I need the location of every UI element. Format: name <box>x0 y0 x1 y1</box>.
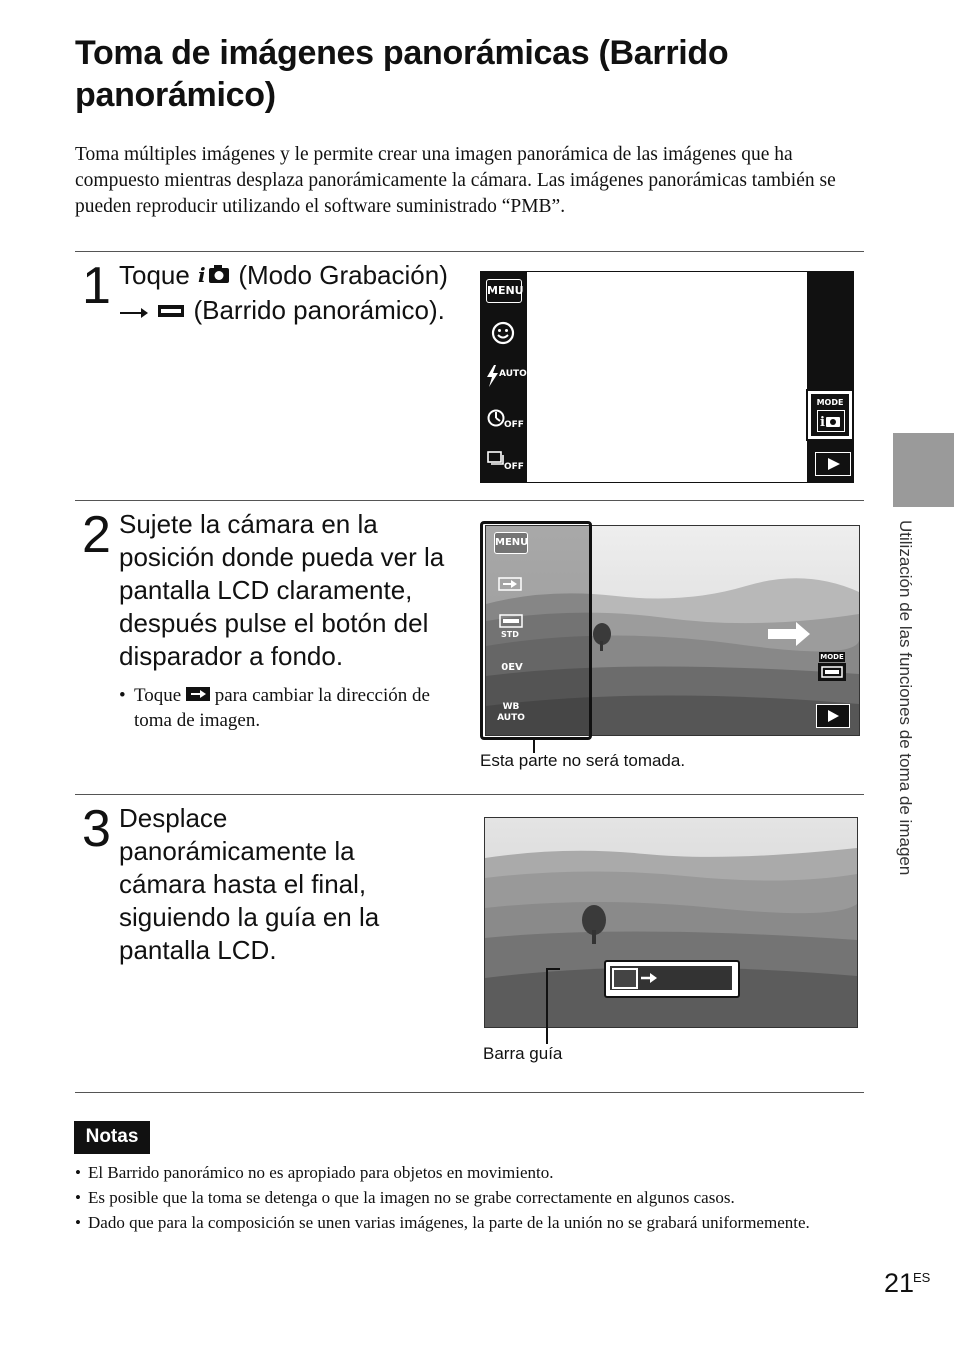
notes-label: Notas <box>74 1121 150 1154</box>
step-2-text: Sujete la cámara en la posición donde pueda ver la pantalla LCD claramente, después pulse el botón del disparador a fondo. <box>119 509 445 671</box>
guide-bar-frame <box>612 968 638 989</box>
note-text: El Barrido panorámico no es apropiado para objetos en movimiento. <box>88 1163 554 1182</box>
step-1-text <box>119 259 464 328</box>
bullet-dot: • <box>119 685 126 706</box>
note-text: Es posible que la toma se detenga o que la imagen no se grabe correctamente en algunos casos. <box>88 1188 735 1207</box>
note-text: Dado que para la composición se unen varias imágenes, la parte de la unión no se grabará uniformemente. <box>88 1213 810 1232</box>
step-1-text-a: Toque <box>119 260 190 290</box>
white-balance-label-1: WB <box>502 702 520 712</box>
note-item: • El Barrido panorámico no es apropiado para objetos en movimiento. <box>75 1161 875 1184</box>
step-2-bullet-b: para cambiar la dirección de toma de imagen. <box>134 685 430 731</box>
svg-text:i: i <box>820 415 825 430</box>
intro-paragraph: Toma múltiples imágenes y le permite crear una imagen panorámica de las imágenes que ha compuesto mientras desplaza panorámicamente la cámara. Las imágenes panorámicas también se pueden reproducir utilizando el software suministrado “PMB”. <box>75 144 836 217</box>
mode-label: MODE <box>820 653 844 661</box>
step-1-number: 1 <box>82 257 111 315</box>
burst-label: OFF <box>504 462 524 472</box>
sweep-panorama-icon <box>156 295 186 328</box>
flash-auto-label: AUTO <box>499 369 527 379</box>
step-1-text-c: (Barrido panorámico). <box>193 294 445 325</box>
non-captured-area-highlight <box>480 521 592 740</box>
section-tab-label <box>887 520 917 970</box>
page-language: ES <box>913 1270 931 1285</box>
direction-icon <box>186 685 210 709</box>
panorama-size-label: STD <box>501 630 519 639</box>
step-1-text-b: (Modo Grabación) <box>238 260 448 290</box>
step-3-caption: Barra guía <box>483 1044 563 1063</box>
playback-button[interactable] <box>816 704 850 728</box>
divider <box>75 794 864 795</box>
camera-mode-icon <box>817 410 845 432</box>
guide-bar <box>604 960 740 998</box>
step-3-text: Desplace panorámicamente la cámara hasta el final, siguiendo la guía en la pantalla LCD. <box>119 803 380 965</box>
step-2-number: 2 <box>82 506 111 564</box>
note-item: • Dado que para la composición se unen varias imágenes, la parte de la unión no se grabará uniformemente. <box>75 1211 835 1234</box>
lcd-screen-1 <box>480 271 854 483</box>
note-item: • Es posible que la toma se detenga o que la imagen no se grabe correctamente en algunos casos. <box>75 1186 875 1209</box>
sweep-panorama-icon <box>818 663 846 681</box>
step-3-number: 3 <box>82 800 111 858</box>
divider <box>75 500 864 501</box>
exposure-icon[interactable]: 0EV <box>501 662 523 673</box>
mode-button-frame[interactable] <box>806 389 854 441</box>
guide-bar-track <box>610 966 732 990</box>
self-timer-icon[interactable] <box>486 406 526 434</box>
step-2-bullet-a: Toque <box>134 685 182 706</box>
section-tab-text: Utilización de las funciones de toma de imagen <box>896 520 915 876</box>
mode-button[interactable] <box>818 652 850 682</box>
smile-icon[interactable] <box>490 320 516 346</box>
page-number: 21 <box>884 1268 915 1298</box>
divider <box>75 251 864 252</box>
callout-line <box>546 968 560 970</box>
callout-line <box>546 968 548 1044</box>
divider <box>75 1092 864 1093</box>
burst-icon[interactable] <box>486 450 526 478</box>
self-timer-label: OFF <box>504 420 524 430</box>
camera-mode-icon <box>197 261 231 294</box>
lcd-screen-3 <box>484 817 858 1028</box>
arrow-right-icon <box>119 295 149 328</box>
flash-auto-icon[interactable] <box>486 364 526 388</box>
mode-label: MODE <box>816 398 844 407</box>
svg-text:i: i <box>198 262 206 286</box>
menu-icon[interactable]: MENU <box>486 279 522 303</box>
white-balance-label-2: AUTO <box>497 713 525 723</box>
right-toolbar <box>807 272 853 482</box>
section-tab <box>893 433 954 507</box>
page-title: Toma de imágenes panorámicas (Barrido panorámico) <box>75 34 729 114</box>
step-2-caption: Esta parte no será tomada. <box>480 751 686 770</box>
playback-button[interactable] <box>815 452 851 476</box>
mode-button[interactable] <box>811 394 849 436</box>
step-2-bullet <box>119 684 464 733</box>
menu-icon[interactable]: MENU <box>494 532 528 554</box>
